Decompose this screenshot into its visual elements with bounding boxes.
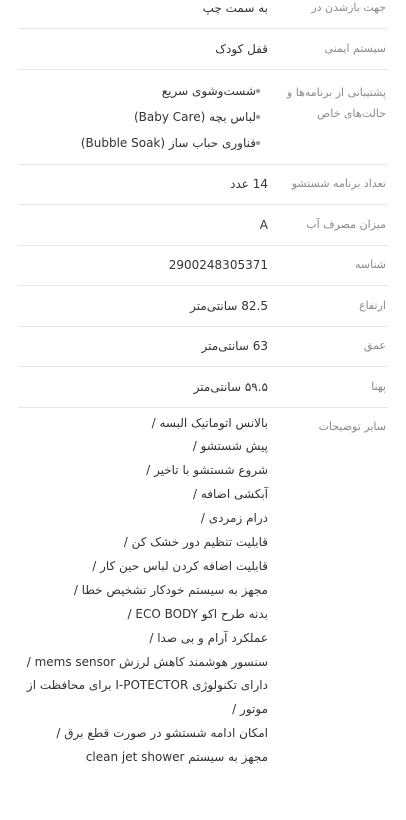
description-line: قابلیت تنظیم دور خشک کن / [123,535,268,550]
description-line: عملکرد آرام و بی صدا / [149,630,268,645]
spec-row-programs-support [18,70,388,165]
spec-row-depth [18,327,388,368]
spec-label: میزان مصرف آب [306,217,386,231]
spec-row-height [18,286,388,327]
description-line: آبکشی اضافه / [192,487,268,502]
spec-row-program-count [18,165,388,206]
spec-label: سایر توضیحات [318,419,386,433]
list-item [18,104,268,130]
spec-row-water-usage [18,205,388,246]
description-line: بدنه طرح اکو ECO BODY / [127,606,268,621]
list-item-text: فناوری حباب ساز (Bubble Soak) [80,135,256,150]
description-line: پیش شستشو / [192,439,268,454]
spec-value [18,78,278,156]
spec-label: جهت بازشدن در [311,1,386,14]
spec-value: 14 عدد [230,177,268,192]
description-line: دارای تکنولوژی I-POTECTOR برای محافظت از [26,678,268,693]
description-line: مجهز به سیستم clean jet shower [85,750,268,765]
spec-value: 63 سانتی‌متر [201,339,268,354]
description-line: موتور / [232,702,268,717]
feature-list [18,78,268,156]
spec-value: 2900248305371 [168,258,268,273]
spec-value: ۵۹.۵ سانتی‌متر [193,379,268,394]
description-lines [18,412,268,771]
spec-label: تعداد برنامه شستشو [291,177,386,191]
bullet-dot-icon [256,115,260,119]
spec-label: ارتفاع [359,298,386,312]
list-item-text: شست‌وشوی سریع [161,83,256,98]
list-item [18,130,268,156]
spec-label: سیستم ایمنی [324,41,386,55]
spec-label: شناسه [354,258,386,272]
spec-value: 82.5 سانتی‌متر [190,298,268,313]
spec-row-safety [18,29,388,70]
spec-label: پشتیبانی از برنامه‌ها و حالت‌های خاص [286,85,386,120]
description-line: سنسور هوشمند کاهش لرزش mems sensor / [26,654,268,669]
list-item-text: لباس بچه (Baby Care) [133,109,256,124]
description-line: امکان ادامه شستشو در صورت قطع برق / [56,726,268,741]
description-line: قابلیت اضافه کردن لباس حین کار / [92,558,268,573]
spec-row-width [18,367,388,408]
spec-row-identifier [18,246,388,287]
spec-label: پهنا [371,379,386,393]
spec-value: A [259,217,268,232]
spec-row-other-description [18,408,388,771]
list-item [18,78,268,104]
bullet-dot-icon [256,141,260,145]
bullet-dot-icon [256,89,260,93]
description-line: شروع شستشو با تاخیر / [146,463,268,478]
description-line: بالانس اتوماتیک البسه / [151,415,268,430]
spec-value [18,412,278,771]
spec-value: به سمت چپ [202,1,268,15]
spec-value: قفل کودک [215,41,268,56]
spec-label: عمق [363,339,386,353]
spec-row-door-direction [18,0,388,29]
description-line: درام زمردی / [200,511,268,526]
description-line: مجهز به سیستم خودکار تشخیص خطا / [73,582,268,597]
